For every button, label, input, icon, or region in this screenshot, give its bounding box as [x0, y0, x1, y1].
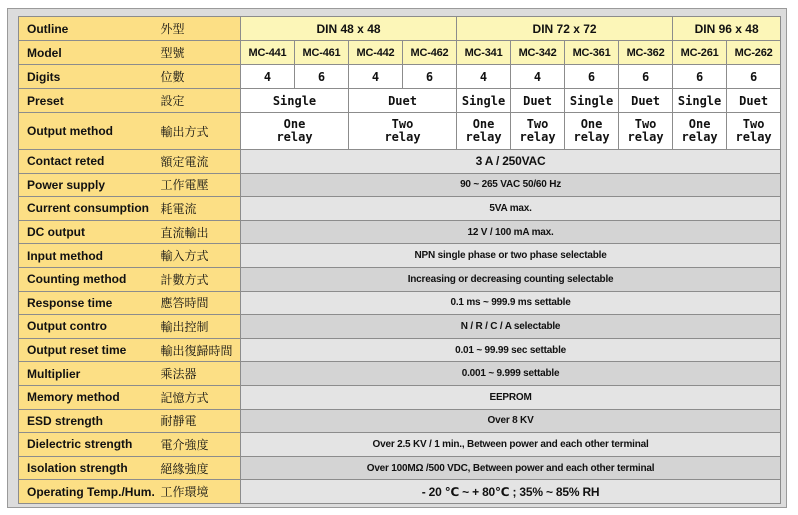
output-method-cell [241, 113, 349, 150]
output-method-line: relay [573, 130, 610, 144]
spec-label-zh: 輸出復歸時間 [157, 338, 241, 362]
preset-cell: Duet [727, 89, 781, 113]
spec-value: 0.001 ~ 9.999 settable [241, 362, 781, 386]
digits-cell: 6 [727, 65, 781, 89]
spec-value: NPN single phase or two phase selectable [241, 244, 781, 268]
spec-label-en: Output reset time [19, 338, 157, 362]
spec-value: 5VA max. [241, 197, 781, 221]
digits-cell: 4 [349, 65, 403, 89]
model-cell: MC-341 [457, 41, 511, 65]
spec-label-zh: 耐靜電 [157, 409, 241, 433]
output-method-line: Two [742, 117, 765, 131]
table-row [19, 433, 781, 457]
output-method-line: Two [634, 117, 657, 131]
preset-cell: Duet [349, 89, 457, 113]
output-method-line: relay [465, 130, 502, 144]
table-row [19, 385, 781, 409]
spec-label-zh: 耗電流 [157, 197, 241, 221]
table-row [19, 113, 781, 150]
spec-label-zh: 記憶方式 [157, 385, 241, 409]
spec-label-en: Counting method [19, 267, 157, 291]
row-label-en: Digits [19, 65, 157, 89]
output-method-line: One [472, 117, 495, 131]
model-cell: MC-441 [241, 41, 295, 65]
spec-label-en: Dielectric strength [19, 433, 157, 457]
table-row [19, 173, 781, 197]
output-method-line: relay [276, 130, 313, 144]
row-label-zh: 外型 [157, 17, 241, 41]
table-row [19, 456, 781, 480]
model-cell: MC-262 [727, 41, 781, 65]
spec-label-zh: 額定電流 [157, 150, 241, 174]
table-row [19, 220, 781, 244]
output-method-line: One [283, 117, 306, 131]
spec-value: Increasing or decreasing counting selectable [241, 267, 781, 291]
spec-label-en: Contact reted [19, 150, 157, 174]
digits-cell: 4 [457, 65, 511, 89]
digits-cell: 6 [619, 65, 673, 89]
spec-label-zh: 工作環境 [157, 480, 241, 504]
row-label-en: Preset [19, 89, 157, 113]
spec-label-en: Power supply [19, 173, 157, 197]
row-label-zh: 設定 [157, 89, 241, 113]
model-cell: MC-362 [619, 41, 673, 65]
table-row [19, 362, 781, 386]
model-cell: MC-261 [673, 41, 727, 65]
spec-label-zh: 輸出控制 [157, 315, 241, 339]
output-method-cell [619, 113, 673, 150]
table-row [19, 480, 781, 504]
output-method-cell [565, 113, 619, 150]
outline-group: DIN 96 x 48 [673, 17, 781, 41]
spec-value: Over 2.5 KV / 1 min., Between power and each other terminal [241, 433, 781, 457]
spec-label-zh: 工作電壓 [157, 173, 241, 197]
output-method-line: relay [519, 130, 556, 144]
preset-cell: Duet [511, 89, 565, 113]
table-row [19, 409, 781, 433]
spec-label-en: Isolation strength [19, 456, 157, 480]
table-row [19, 41, 781, 65]
spec-label-zh: 電介強度 [157, 433, 241, 457]
spec-value: Over 100MΩ /500 VDC, Between power and each other terminal [241, 456, 781, 480]
spec-label-en: Output contro [19, 315, 157, 339]
row-label-zh: 位數 [157, 65, 241, 89]
spec-value: EEPROM [241, 385, 781, 409]
table-row [19, 338, 781, 362]
spec-value: 90 ~ 265 VAC 50/60 Hz [241, 173, 781, 197]
spec-label-en: ESD strength [19, 409, 157, 433]
preset-cell: Single [457, 89, 511, 113]
digits-cell: 6 [673, 65, 727, 89]
table-row [19, 89, 781, 113]
output-method-line: relay [735, 130, 772, 144]
output-method-cell [727, 113, 781, 150]
spec-value: 0.01 ~ 99.99 sec settable [241, 338, 781, 362]
spec-label-en: Operating Temp./Hum. [19, 480, 157, 504]
model-cell: MC-462 [403, 41, 457, 65]
spec-value: 0.1 ms ~ 999.9 ms settable [241, 291, 781, 315]
spec-label-en: Response time [19, 291, 157, 315]
spec-label-en: Input method [19, 244, 157, 268]
output-method-cell [457, 113, 511, 150]
table-row [19, 197, 781, 221]
row-label-zh: 型號 [157, 41, 241, 65]
output-method-line: Two [526, 117, 549, 131]
output-method-cell [511, 113, 565, 150]
spec-label-zh: 輸入方式 [157, 244, 241, 268]
spec-value: 3 A / 250VAC [241, 150, 781, 174]
output-method-cell [349, 113, 457, 150]
table-row [19, 17, 781, 41]
table-row [19, 267, 781, 291]
row-label-en: Outline [19, 17, 157, 41]
spec-label-en: Memory method [19, 385, 157, 409]
model-cell: MC-342 [511, 41, 565, 65]
table-row [19, 244, 781, 268]
output-method-line: relay [681, 130, 718, 144]
preset-cell: Single [565, 89, 619, 113]
spec-table [18, 16, 781, 504]
digits-cell: 6 [295, 65, 349, 89]
row-label-zh: 輸出方式 [157, 113, 241, 150]
output-method-line: relay [627, 130, 664, 144]
outline-group: DIN 48 x 48 [241, 17, 457, 41]
model-cell: MC-361 [565, 41, 619, 65]
output-method-line: relay [384, 130, 421, 144]
spec-value: Over 8 KV [241, 409, 781, 433]
output-method-line: One [580, 117, 603, 131]
preset-cell: Single [241, 89, 349, 113]
spec-value: 12 V / 100 mA max. [241, 220, 781, 244]
spec-value: - 20 ℃ ~ + 80℃ ; 35% ~ 85% RH [241, 480, 781, 504]
outline-group: DIN 72 x 72 [457, 17, 673, 41]
model-cell: MC-461 [295, 41, 349, 65]
preset-cell: Single [673, 89, 727, 113]
row-label-en: Model [19, 41, 157, 65]
output-method-line: Two [391, 117, 414, 131]
table-row [19, 315, 781, 339]
spec-value: N / R / C / A selectable [241, 315, 781, 339]
spec-label-zh: 絕緣強度 [157, 456, 241, 480]
spec-label-zh: 應答時間 [157, 291, 241, 315]
output-method-line: One [688, 117, 711, 131]
model-cell: MC-442 [349, 41, 403, 65]
output-method-cell [673, 113, 727, 150]
spec-label-en: Current consumption [19, 197, 157, 221]
digits-cell: 6 [565, 65, 619, 89]
preset-cell: Duet [619, 89, 673, 113]
table-row [19, 291, 781, 315]
spec-label-zh: 直流輸出 [157, 220, 241, 244]
spec-label-en: Multiplier [19, 362, 157, 386]
row-label-en: Output method [19, 113, 157, 150]
spec-label-en: DC output [19, 220, 157, 244]
spec-label-zh: 計數方式 [157, 267, 241, 291]
table-row [19, 150, 781, 174]
digits-cell: 4 [241, 65, 295, 89]
table-row [19, 65, 781, 89]
digits-cell: 4 [511, 65, 565, 89]
digits-cell: 6 [403, 65, 457, 89]
spec-label-zh: 乘法器 [157, 362, 241, 386]
